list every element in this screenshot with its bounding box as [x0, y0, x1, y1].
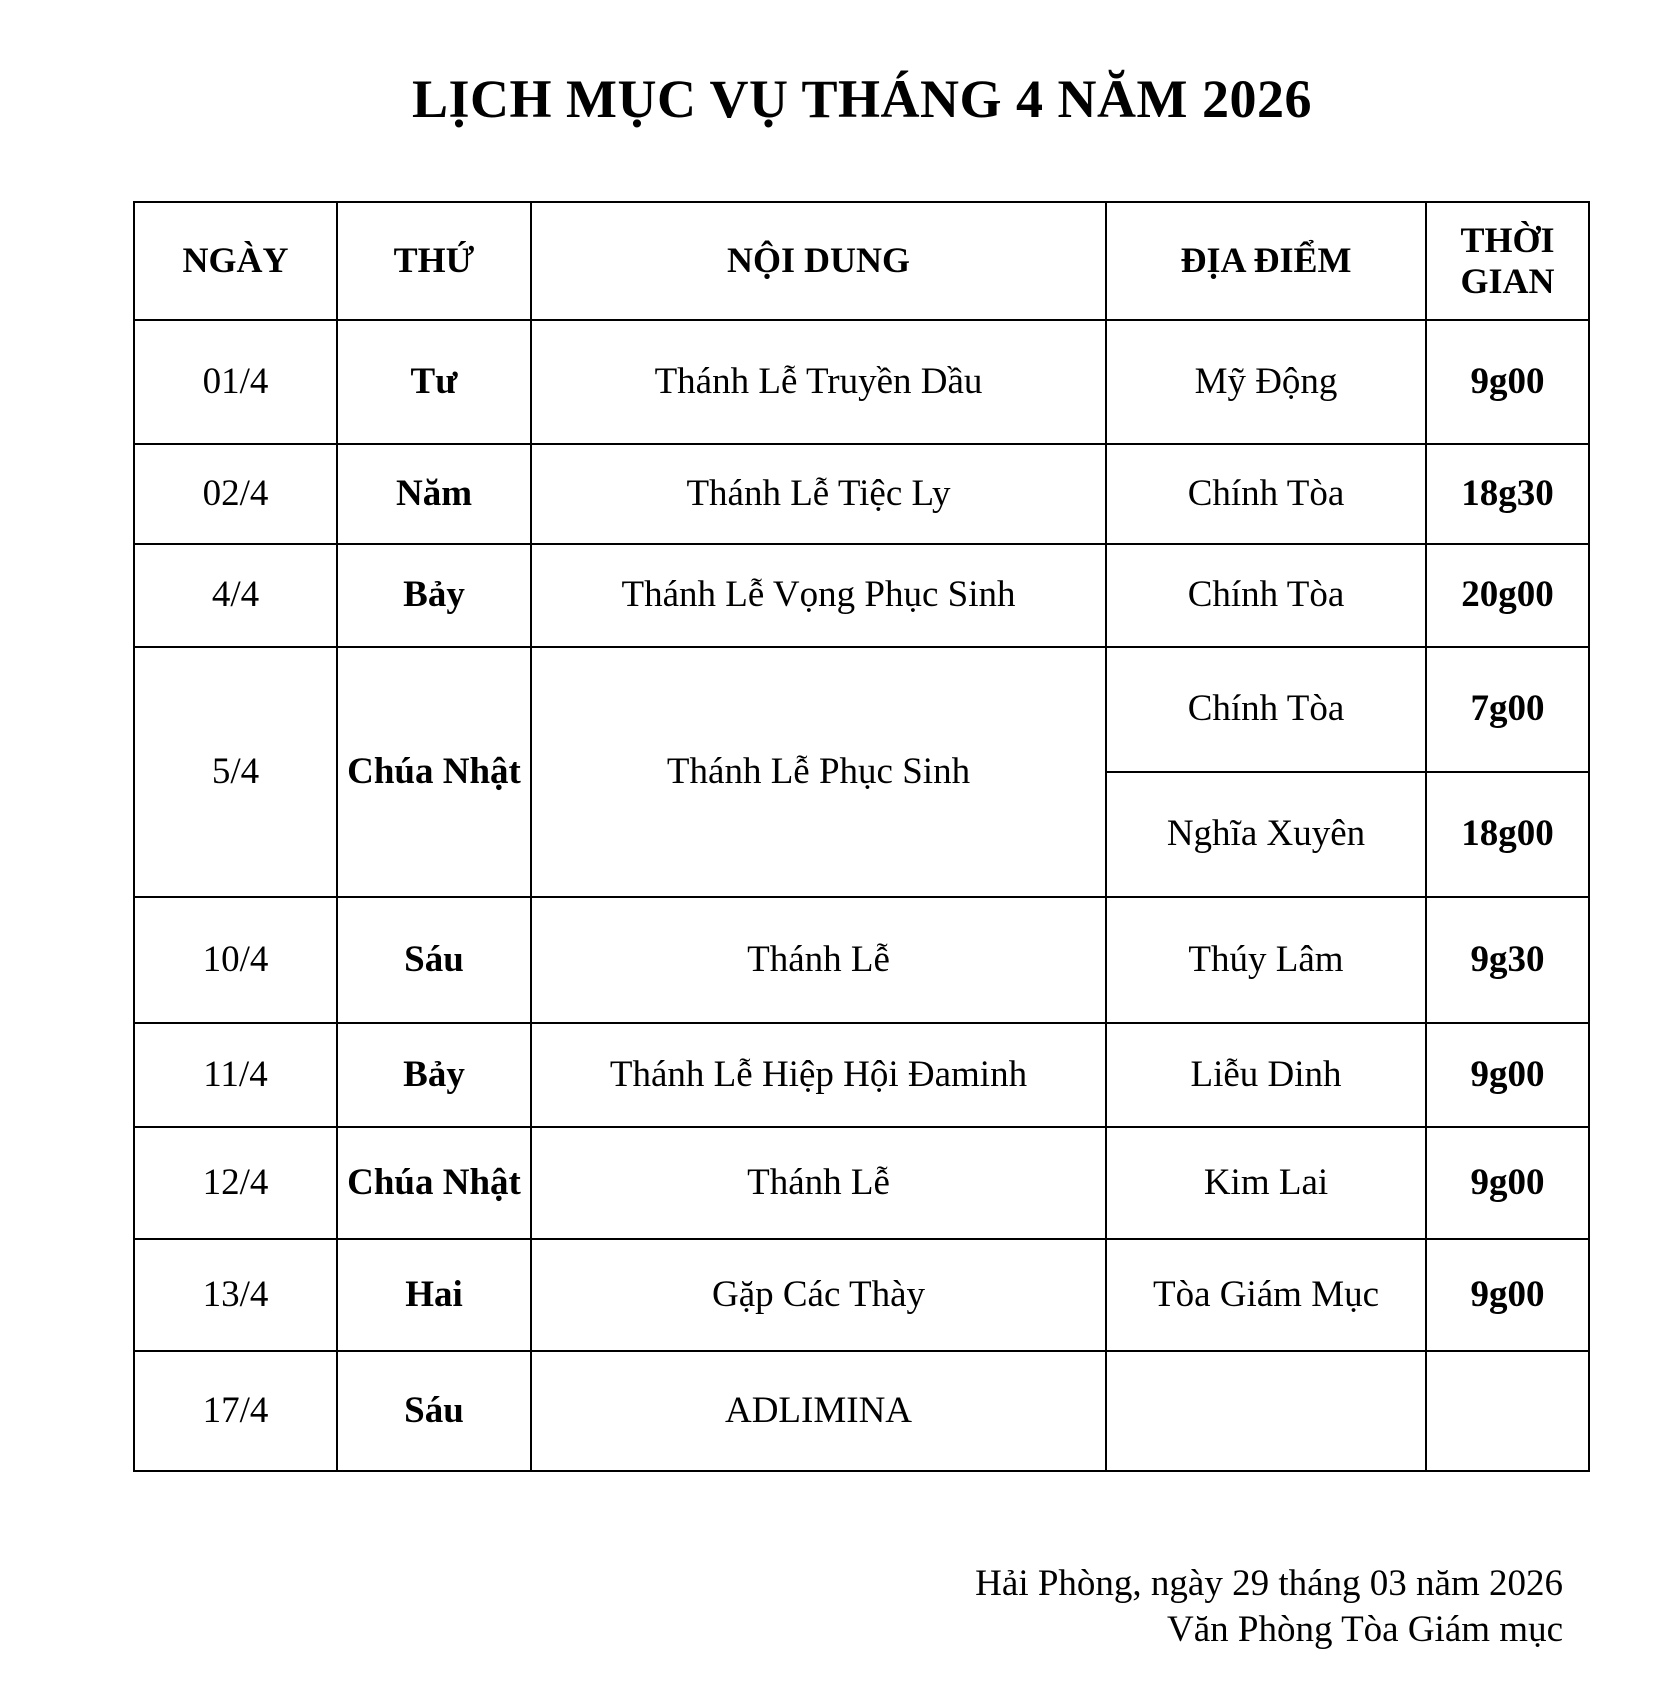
cell-thu: Bảy: [337, 544, 531, 647]
cell-noi-dung: Gặp Các Thày: [531, 1239, 1106, 1351]
cell-dia-diem: Mỹ Động: [1106, 320, 1426, 444]
header-noi-dung: NỘI DUNG: [531, 202, 1106, 320]
cell-ngay: 01/4: [134, 320, 337, 444]
table-row: [134, 1351, 1589, 1471]
page-title: LỊCH MỤC VỤ THÁNG 4 NĂM 2026: [411, 69, 1313, 129]
header-dia-diem: ĐỊA ĐIỂM: [1106, 202, 1426, 320]
cell-thoi-gian: 18g30: [1426, 444, 1589, 544]
signature-block: [975, 1561, 1563, 1653]
cell-thu: Bảy: [337, 1023, 531, 1127]
cell-noi-dung: Thánh Lễ: [531, 1127, 1106, 1239]
cell-thu: Sáu: [337, 897, 531, 1023]
table-row: [134, 647, 1589, 772]
table-row: [134, 897, 1589, 1023]
cell-thoi-gian: 9g00: [1426, 1239, 1589, 1351]
cell-dia-diem: Chính Tòa: [1106, 544, 1426, 647]
cell-noi-dung: Thánh Lễ Hiệp Hội Đaminh: [531, 1023, 1106, 1127]
cell-thu: Năm: [337, 444, 531, 544]
table-row: [134, 444, 1589, 544]
cell-thoi-gian: 9g00: [1426, 320, 1589, 444]
table-row: [134, 544, 1589, 647]
header-ngay: NGÀY: [134, 202, 337, 320]
footer-place-date: Hải Phòng, ngày 29 tháng 03 năm 2026: [975, 1563, 1563, 1604]
cell-noi-dung: Thánh Lễ: [531, 897, 1106, 1023]
cell-thu: Tư: [337, 320, 531, 444]
cell-dia-diem: Thúy Lâm: [1106, 897, 1426, 1023]
header-thu: THỨ: [337, 202, 531, 320]
cell-thoi-gian: 20g00: [1426, 544, 1589, 647]
cell-thu: Hai: [337, 1239, 531, 1351]
footer-office: Văn Phòng Tòa Giám mục: [1167, 1609, 1563, 1650]
cell-ngay: 4/4: [134, 544, 337, 647]
table-row: [134, 1239, 1589, 1351]
table-header-row: [134, 202, 1589, 320]
cell-ngay: 12/4: [134, 1127, 337, 1239]
header-thoi-gian: [1426, 202, 1589, 320]
cell-dia-diem: [1106, 1351, 1426, 1471]
cell-noi-dung: Thánh Lễ Truyền Dầu: [531, 320, 1106, 444]
cell-ngay: 5/4: [134, 647, 337, 897]
cell-ngay: 13/4: [134, 1239, 337, 1351]
cell-noi-dung: Thánh Lễ Phục Sinh: [531, 647, 1106, 897]
cell-dia-diem: Kim Lai: [1106, 1127, 1426, 1239]
cell-thoi-gian: 7g00: [1426, 647, 1589, 772]
table-row: [134, 1023, 1589, 1127]
cell-dia-diem: Tòa Giám Mục: [1106, 1239, 1426, 1351]
cell-noi-dung: Thánh Lễ Tiệc Ly: [531, 444, 1106, 544]
cell-ngay: 17/4: [134, 1351, 337, 1471]
cell-thoi-gian: 18g00: [1426, 772, 1589, 897]
cell-dia-diem: Liễu Dinh: [1106, 1023, 1426, 1127]
cell-thoi-gian: 9g00: [1426, 1127, 1589, 1239]
cell-dia-diem: Chính Tòa: [1106, 647, 1426, 772]
cell-dia-diem: Chính Tòa: [1106, 444, 1426, 544]
header-thoi-gian-line1: THỜI: [1460, 219, 1555, 260]
cell-thoi-gian: [1426, 1351, 1589, 1471]
cell-thoi-gian: 9g30: [1426, 897, 1589, 1023]
cell-ngay: 02/4: [134, 444, 337, 544]
table-row: [134, 1127, 1589, 1239]
cell-noi-dung: Thánh Lễ Vọng Phục Sinh: [531, 544, 1106, 647]
cell-thoi-gian: 9g00: [1426, 1023, 1589, 1127]
schedule-table: [133, 201, 1590, 1472]
cell-ngay: 10/4: [134, 897, 337, 1023]
cell-thu: Chúa Nhật: [337, 1127, 531, 1239]
cell-thu: Sáu: [337, 1351, 531, 1471]
header-thoi-gian-line2: GIAN: [1460, 261, 1555, 301]
cell-thu: Chúa Nhật: [337, 647, 531, 897]
cell-ngay: 11/4: [134, 1023, 337, 1127]
table-row: [134, 320, 1589, 444]
cell-noi-dung: ADLIMINA: [531, 1351, 1106, 1471]
cell-dia-diem: Nghĩa Xuyên: [1106, 772, 1426, 897]
